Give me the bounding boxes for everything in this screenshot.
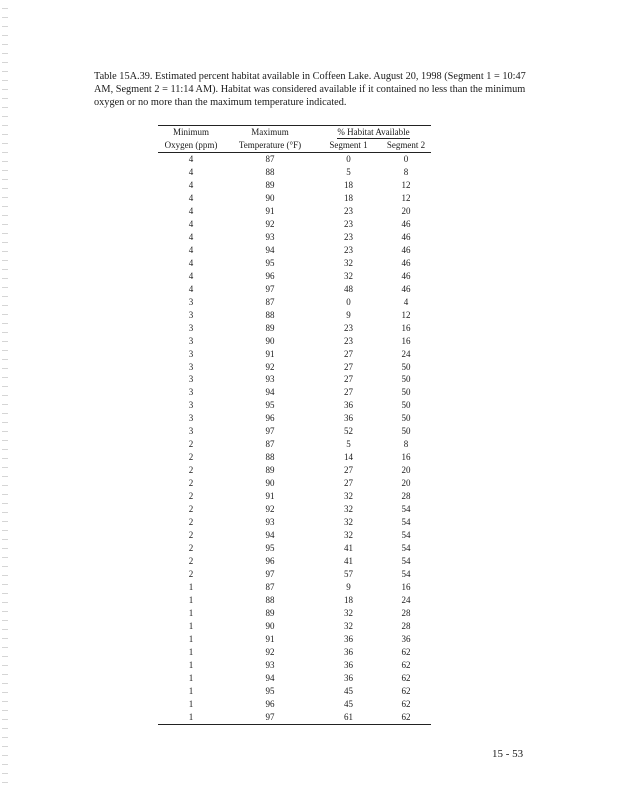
cell-max-temperature: 97 [265,426,275,437]
cell-segment-2: 46 [401,231,411,242]
cell-segment-1: 32 [344,504,353,515]
table-row [158,296,431,309]
table-row [158,438,431,451]
cell-min-oxygen: 2 [188,504,194,515]
cell-segment-1: 27 [344,387,353,398]
table-row [158,283,431,296]
header-habitat-group [316,126,431,139]
cell-min-oxygen: 1 [188,607,194,618]
cell-segment-2: 16 [401,335,411,346]
cell-min-oxygen: 3 [188,348,194,359]
table-row [158,205,431,218]
table-row [158,542,431,555]
table-row [158,361,431,374]
cell-min-oxygen: 2 [188,530,194,541]
table-row [158,244,431,257]
cell-max-temperature: 87 [265,296,275,307]
cell-max-temperature: 88 [265,594,275,605]
cell-segment-1: 36 [344,672,353,683]
cell-segment-2: 62 [401,685,411,696]
cell-segment-1: 18 [344,179,353,190]
table-row [158,594,431,607]
table-header-row-2 [158,139,431,153]
cell-min-oxygen: 4 [188,192,194,203]
cell-segment-1: 36 [344,646,353,657]
table-row [158,646,431,659]
cell-min-oxygen: 3 [188,309,194,320]
cell-segment-2: 46 [401,244,411,255]
cell-segment-1: 27 [344,465,353,476]
cell-segment-2: 50 [401,413,411,424]
cell-max-temperature: 95 [265,543,275,554]
cell-segment-1: 36 [344,633,353,644]
cell-segment-1: 23 [344,205,353,216]
cell-segment-1: 45 [344,698,353,709]
cell-segment-2: 8 [403,439,409,450]
cell-segment-1: 0 [346,154,351,164]
cell-segment-2: 8 [403,166,409,177]
cell-min-oxygen: 4 [188,166,194,177]
cell-segment-1: 57 [344,569,353,579]
cell-min-oxygen: 2 [188,517,194,528]
cell-segment-1: 61 [344,711,353,722]
cell-segment-2: 46 [401,257,411,268]
cell-max-temperature: 88 [265,166,275,177]
cell-segment-1: 0 [346,296,351,307]
table-row [158,711,431,724]
cell-segment-1: 36 [344,413,353,424]
cell-segment-2: 28 [401,491,411,502]
cell-segment-2: 62 [401,672,411,683]
cell-min-oxygen: 4 [188,154,194,164]
table-row [158,607,431,620]
cell-segment-2: 54 [401,569,411,579]
cell-segment-2: 12 [401,192,411,203]
cell-min-oxygen: 1 [188,698,194,709]
cell-max-temperature: 93 [265,231,275,242]
header-habitat-group-label: % Habitat Available [337,127,410,137]
cell-segment-2: 16 [401,581,411,592]
cell-max-temperature: 89 [265,607,275,618]
cell-segment-2: 12 [401,309,411,320]
cell-segment-1: 48 [344,283,353,294]
cell-max-temperature: 95 [265,685,275,696]
cell-max-temperature: 97 [265,711,275,722]
header-segment-2: Segment 2 [386,140,426,150]
table-row [158,399,431,412]
habitat-table [158,125,431,725]
cell-min-oxygen: 3 [188,413,194,424]
table-row [158,348,431,361]
cell-segment-2: 24 [401,348,411,359]
cell-segment-2: 62 [401,711,411,722]
cell-segment-2: 54 [401,517,411,528]
cell-min-oxygen: 1 [188,685,194,696]
cell-max-temperature: 94 [265,244,275,255]
cell-segment-2: 50 [401,400,411,411]
cell-segment-1: 23 [344,244,353,255]
cell-segment-1: 32 [344,517,353,528]
cell-segment-2: 54 [401,530,411,541]
header-segment-1: Segment 1 [329,140,368,150]
table-row [158,568,431,581]
cell-segment-1: 14 [344,452,353,463]
cell-segment-2: 50 [401,387,411,398]
cell-segment-1: 23 [344,218,353,229]
cell-segment-2: 16 [401,452,411,463]
cell-min-oxygen: 1 [188,646,194,657]
cell-min-oxygen: 4 [188,205,194,216]
cell-segment-1: 23 [344,322,353,333]
cell-min-oxygen: 1 [188,620,194,631]
cell-max-temperature: 92 [265,218,275,229]
table-row [158,685,431,698]
cell-segment-1: 23 [344,335,353,346]
cell-segment-1: 32 [344,530,353,541]
cell-max-temperature: 96 [265,698,275,709]
header-minimum: Minimum [172,127,209,137]
cell-segment-2: 12 [401,179,411,190]
cell-segment-1: 41 [344,543,353,554]
cell-segment-2: 54 [401,504,411,515]
table-row [158,179,431,192]
cell-max-temperature: 95 [265,257,275,268]
cell-max-temperature: 92 [265,646,275,657]
cell-max-temperature: 91 [265,633,275,644]
table-row [158,503,431,516]
cell-max-temperature: 91 [265,205,275,216]
cell-segment-2: 20 [401,205,411,216]
cell-min-oxygen: 1 [188,594,194,605]
table-row [158,477,431,490]
cell-segment-2: 54 [401,556,411,567]
cell-min-oxygen: 3 [188,374,194,385]
scan-edge-marks [2,8,8,788]
cell-min-oxygen: 4 [188,283,194,294]
table-row [158,373,431,386]
cell-segment-2: 36 [401,633,411,644]
table-row [158,218,431,231]
cell-segment-1: 9 [346,309,351,320]
table-body [158,153,431,724]
cell-min-oxygen: 4 [188,218,194,229]
cell-segment-1: 36 [344,400,353,411]
table-row [158,620,431,633]
cell-segment-1: 27 [344,361,353,372]
cell-segment-2: 62 [401,646,411,657]
cell-segment-2: 46 [401,270,411,281]
cell-segment-1: 32 [344,607,353,618]
cell-min-oxygen: 3 [188,387,194,398]
cell-segment-2: 50 [401,374,411,385]
cell-max-temperature: 89 [265,322,275,333]
cell-min-oxygen: 4 [188,231,194,242]
page-number: 15 - 53 [492,748,524,760]
cell-segment-2: 24 [401,594,411,605]
cell-segment-1: 45 [344,685,353,696]
cell-segment-1: 9 [346,581,351,592]
cell-min-oxygen: 2 [188,491,194,502]
cell-max-temperature: 97 [265,569,275,579]
cell-min-oxygen: 2 [188,556,194,567]
cell-max-temperature: 90 [265,192,275,203]
cell-segment-1: 32 [344,491,353,502]
cell-max-temperature: 94 [265,530,275,541]
cell-min-oxygen: 2 [188,452,194,463]
cell-max-temperature: 87 [265,581,275,592]
table-row [158,451,431,464]
cell-min-oxygen: 3 [188,400,194,411]
table-row [158,257,431,270]
cell-max-temperature: 93 [265,517,275,528]
cell-max-temperature: 96 [265,413,275,424]
cell-min-oxygen: 1 [188,581,194,592]
cell-min-oxygen: 3 [188,361,194,372]
cell-segment-1: 27 [344,374,353,385]
cell-segment-2: 4 [403,296,409,307]
cell-min-oxygen: 3 [188,296,194,307]
cell-max-temperature: 93 [265,374,275,385]
table-row [158,555,431,568]
cell-max-temperature: 94 [265,387,275,398]
cell-segment-2: 46 [401,283,411,294]
cell-min-oxygen: 2 [188,569,194,579]
cell-segment-1: 18 [344,594,353,605]
table-row [158,335,431,348]
cell-segment-1: 41 [344,556,353,567]
cell-segment-2: 50 [401,426,411,437]
cell-segment-1: 27 [344,478,353,489]
table-caption: Table 15A.39. Estimated percent habitat available in Coffeen Lake. August 20, 1998 (Segment 1 = 10:47 AM, Segment 2 = 11:14 AM). Habitat was considered available if it contained no less than the minimum oxygen or no more than the maximum temperature indicated. [94,71,526,109]
cell-min-oxygen: 3 [188,322,194,333]
cell-min-oxygen: 2 [188,478,194,489]
cell-max-temperature: 93 [265,659,275,670]
table-row [158,153,431,166]
cell-segment-1: 32 [344,257,353,268]
header-maximum: Maximum [251,127,289,137]
cell-max-temperature: 88 [265,309,275,320]
cell-segment-2: 20 [401,478,411,489]
table-row [158,166,431,179]
cell-segment-2: 50 [401,361,411,372]
table-header-row-1 [158,126,431,139]
cell-segment-2: 16 [401,322,411,333]
cell-min-oxygen: 4 [188,179,194,190]
table-row [158,659,431,672]
table-row [158,464,431,477]
cell-segment-1: 52 [344,426,353,437]
cell-min-oxygen: 2 [188,439,194,450]
cell-max-temperature: 92 [265,504,275,515]
table-row [158,633,431,646]
cell-segment-2: 54 [401,543,411,554]
cell-max-temperature: 92 [265,361,275,372]
table-row [158,322,431,335]
cell-max-temperature: 90 [265,478,275,489]
table-row [158,490,431,503]
table-row [158,270,431,283]
cell-max-temperature: 96 [265,270,275,281]
table-row [158,192,431,205]
table-row [158,529,431,542]
cell-segment-1: 23 [344,231,353,242]
cell-max-temperature: 90 [265,335,275,346]
cell-min-oxygen: 2 [188,465,194,476]
cell-segment-1: 5 [346,166,351,177]
cell-segment-1: 27 [344,348,353,359]
cell-segment-2: 62 [401,659,411,670]
table-row [158,581,431,594]
cell-min-oxygen: 1 [188,672,194,683]
table-row [158,231,431,244]
cell-max-temperature: 87 [265,154,275,164]
cell-max-temperature: 94 [265,672,275,683]
table-row [158,425,431,438]
cell-min-oxygen: 4 [188,257,194,268]
cell-segment-2: 0 [403,154,409,164]
cell-segment-2: 20 [401,465,411,476]
cell-min-oxygen: 4 [188,244,194,255]
cell-min-oxygen: 1 [188,659,194,670]
cell-max-temperature: 91 [265,491,275,502]
table-row [158,672,431,685]
table-row [158,516,431,529]
header-oxygen: Oxygen (ppm) [164,140,218,150]
cell-min-oxygen: 1 [188,633,194,644]
cell-max-temperature: 90 [265,620,275,631]
cell-segment-2: 62 [401,698,411,709]
table-row [158,698,431,711]
cell-segment-1: 18 [344,192,353,203]
cell-segment-1: 5 [346,439,351,450]
cell-max-temperature: 95 [265,400,275,411]
cell-min-oxygen: 3 [188,426,194,437]
cell-max-temperature: 89 [265,465,275,476]
cell-min-oxygen: 4 [188,270,194,281]
cell-segment-2: 46 [401,218,411,229]
cell-min-oxygen: 1 [188,711,194,722]
cell-max-temperature: 89 [265,179,275,190]
table-row [158,412,431,425]
table-row [158,386,431,399]
cell-min-oxygen: 2 [188,543,194,554]
cell-segment-2: 28 [401,620,411,631]
header-temperature: Temperature (°F) [238,140,302,150]
cell-segment-1: 32 [344,620,353,631]
cell-segment-2: 28 [401,607,411,618]
cell-max-temperature: 88 [265,452,275,463]
cell-max-temperature: 87 [265,439,275,450]
cell-min-oxygen: 3 [188,335,194,346]
cell-segment-1: 32 [344,270,353,281]
cell-max-temperature: 97 [265,283,275,294]
table-row [158,309,431,322]
cell-segment-1: 36 [344,659,353,670]
cell-max-temperature: 91 [265,348,275,359]
cell-max-temperature: 96 [265,556,275,567]
